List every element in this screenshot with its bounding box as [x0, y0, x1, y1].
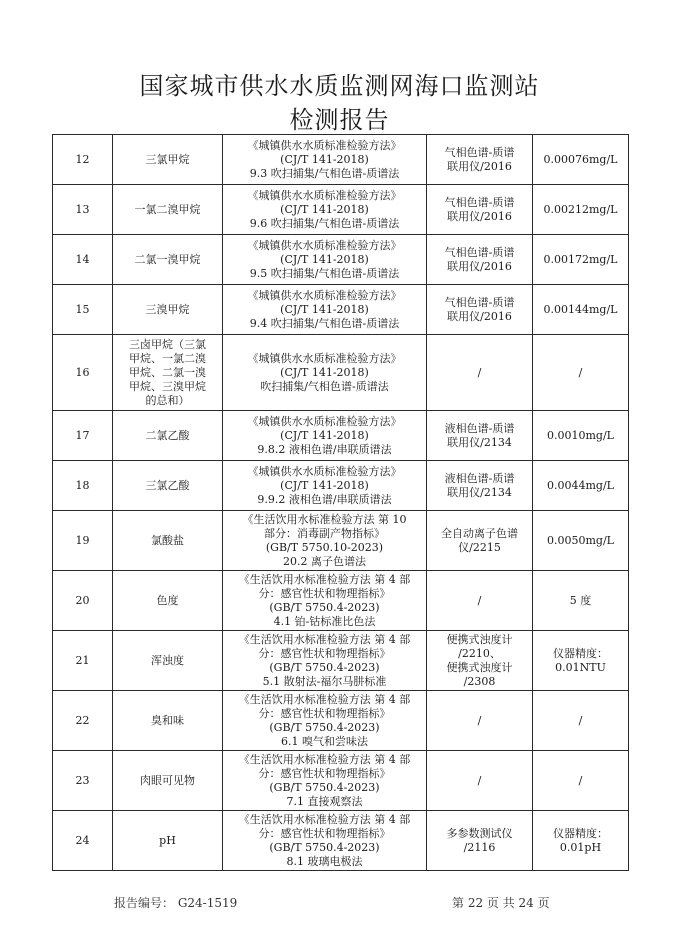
instrument: /	[427, 691, 533, 751]
test-item: 色度	[113, 571, 223, 631]
test-item: 三氯乙酸	[113, 461, 223, 511]
row-number: 16	[53, 335, 113, 411]
instrument: /	[427, 751, 533, 811]
detection-limit: 5 度	[533, 571, 629, 631]
row-number: 23	[53, 751, 113, 811]
station-title: 国家城市供水水质监测网海口监测站	[139, 72, 540, 100]
instrument: 气相色谱-质谱 联用仪/2016	[427, 135, 533, 185]
test-item: 二氯一溴甲烷	[113, 235, 223, 285]
table-row	[53, 411, 629, 461]
instrument: 液相色谱-质谱 联用仪/2134	[427, 411, 533, 461]
test-method: 《城镇供水水质标准检验方法》 (CJ/T 141-2018) 吹扫捕集/气相色谱-质谱法	[223, 335, 427, 411]
row-number: 22	[53, 691, 113, 751]
row-number: 14	[53, 235, 113, 285]
instrument: 气相色谱-质谱 联用仪/2016	[427, 235, 533, 285]
test-method: 《生活饮用水标准检验方法 第 4 部 分：感官性状和物理指标》 (GB/T 5750.4-2023) 5.1 散射法-福尔马肼标准	[223, 631, 427, 691]
test-item: pH	[113, 811, 223, 871]
table-row	[53, 135, 629, 185]
row-number: 18	[53, 461, 113, 511]
detection-limit: 0.0044mg/L	[533, 461, 629, 511]
row-number: 15	[53, 285, 113, 335]
table-row	[53, 285, 629, 335]
instrument: /	[427, 571, 533, 631]
page-number: 第 22 页 共 24 页	[452, 896, 550, 910]
table-row	[53, 751, 629, 811]
test-method: 《城镇供水水质标准检验方法》 (CJ/T 141-2018) 9.4 吹扫捕集/气相色谱-质谱法	[223, 285, 427, 335]
detection-limit: 0.00076mg/L	[533, 135, 629, 185]
test-method: 《生活饮用水标准检验方法 第 4 部 分：感官性状和物理指标》 (GB/T 5750.4-2023) 4.1 铂-钴标准比色法	[223, 571, 427, 631]
instrument: 多参数测试仪 /2116	[427, 811, 533, 871]
test-item: 三溴甲烷	[113, 285, 223, 335]
test-method: 《城镇供水水质标准检验方法》 (CJ/T 141-2018) 9.3 吹扫捕集/气相色谱-质谱法	[223, 135, 427, 185]
detection-limit: /	[533, 335, 629, 411]
detection-limit: 0.00144mg/L	[533, 285, 629, 335]
detection-limit: /	[533, 751, 629, 811]
detection-limit: 0.00172mg/L	[533, 235, 629, 285]
test-method: 《城镇供水水质标准检验方法》 (CJ/T 141-2018) 9.5 吹扫捕集/气相色谱-质谱法	[223, 235, 427, 285]
row-number: 21	[53, 631, 113, 691]
instrument: 气相色谱-质谱 联用仪/2016	[427, 285, 533, 335]
test-item: 二氯乙酸	[113, 411, 223, 461]
test-method: 《城镇供水水质标准检验方法》 (CJ/T 141-2018) 9.9.2 液相色谱/串联质谱法	[223, 461, 427, 511]
table-row	[53, 235, 629, 285]
row-number: 17	[53, 411, 113, 461]
row-number: 20	[53, 571, 113, 631]
test-method: 《城镇供水水质标准检验方法》 (CJ/T 141-2018) 9.8.2 液相色谱/串联质谱法	[223, 411, 427, 461]
row-number: 19	[53, 511, 113, 571]
test-item: 臭和味	[113, 691, 223, 751]
table-row	[53, 335, 629, 411]
instrument: 便携式浊度计 /2210、 便携式浊度计 /2308	[427, 631, 533, 691]
detection-limit: 0.0010mg/L	[533, 411, 629, 461]
test-method: 《生活饮用水标准检验方法 第 10 部分：消毒副产物指标》 (GB/T 5750.10-2023) 20.2 离子色谱法	[223, 511, 427, 571]
test-item: 三氯甲烷	[113, 135, 223, 185]
instrument: 液相色谱-质谱 联用仪/2134	[427, 461, 533, 511]
table-row	[53, 691, 629, 751]
table-row	[53, 511, 629, 571]
report-number: 报告编号： G24-1519	[114, 896, 238, 910]
test-method: 《生活饮用水标准检验方法 第 4 部 分：感官性状和物理指标》 (GB/T 5750.4-2023) 6.1 嗅气和尝味法	[223, 691, 427, 751]
detection-limit: 仪器精度： 0.01pH	[533, 811, 629, 871]
test-method: 《生活饮用水标准检验方法 第 4 部 分：感官性状和物理指标》 (GB/T 5750.4-2023) 8.1 玻璃电极法	[223, 811, 427, 871]
test-method: 《生活饮用水标准检验方法 第 4 部 分：感官性状和物理指标》 (GB/T 5750.4-2023) 7.1 直接观察法	[223, 751, 427, 811]
instrument: 气相色谱-质谱 联用仪/2016	[427, 185, 533, 235]
table-row	[53, 571, 629, 631]
test-item: 一氯二溴甲烷	[113, 185, 223, 235]
test-item: 浑浊度	[113, 631, 223, 691]
detection-limit: 仪器精度： 0.01NTU	[533, 631, 629, 691]
test-item: 氯酸盐	[113, 511, 223, 571]
row-number: 13	[53, 185, 113, 235]
detection-limit: /	[533, 691, 629, 751]
table-row	[53, 811, 629, 871]
table-row	[53, 631, 629, 691]
report-title: 检测报告	[289, 106, 390, 134]
instrument: /	[427, 335, 533, 411]
instrument: 全自动离子色谱 仪/2215	[427, 511, 533, 571]
test-item: 三卤甲烷（三氯 甲烷、一氯二溴 甲烷、二氯一溴 甲烷、三溴甲烷 的总和）	[113, 335, 223, 411]
table-row	[53, 185, 629, 235]
test-method: 《城镇供水水质标准检验方法》 (CJ/T 141-2018) 9.6 吹扫捕集/气相色谱-质谱法	[223, 185, 427, 235]
row-number: 24	[53, 811, 113, 871]
detection-limit: 0.00212mg/L	[533, 185, 629, 235]
row-number: 12	[53, 135, 113, 185]
table-row	[53, 461, 629, 511]
detection-limit: 0.0050mg/L	[533, 511, 629, 571]
test-item: 肉眼可见物	[113, 751, 223, 811]
results-table	[52, 134, 629, 871]
